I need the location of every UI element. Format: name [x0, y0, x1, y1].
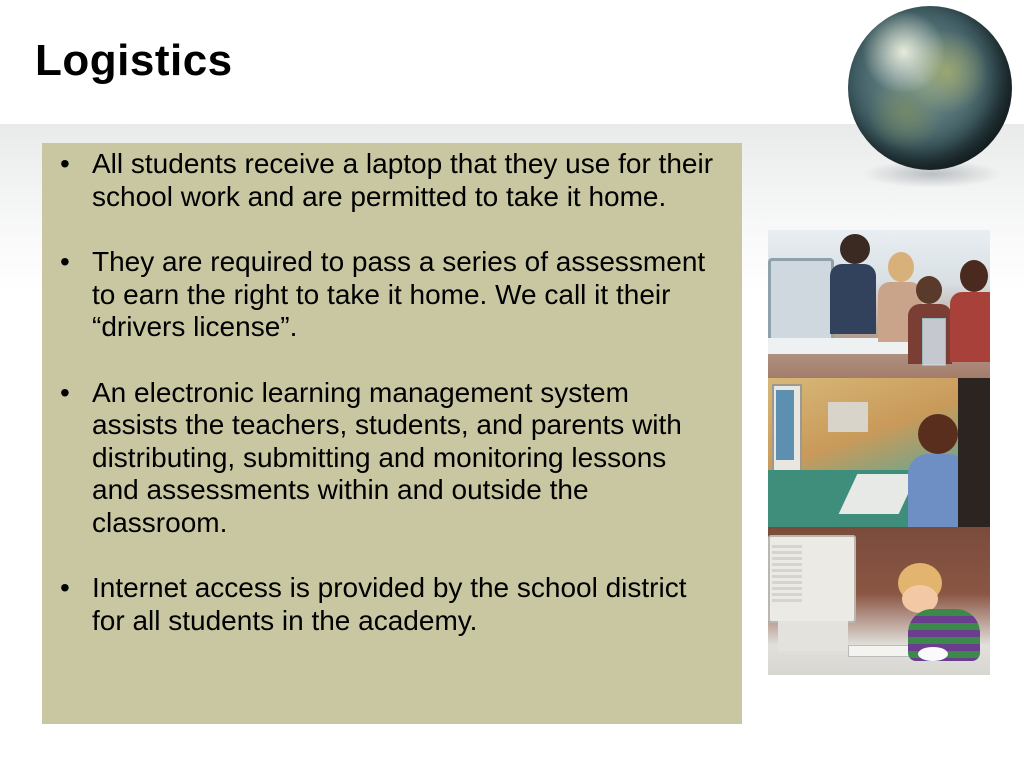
girl-at-computer-desk-photo: [768, 378, 990, 527]
bullet-item: [60, 246, 720, 344]
bullet-item: [60, 377, 720, 540]
globe-icon: [848, 6, 1012, 170]
bullet-text: An electronic learning management system assists the teachers, students, and parents with distributing, submitting and monitoring lessons and assessments within and outside the classroom.: [92, 376, 682, 538]
photo-column: [768, 230, 990, 675]
students-at-computer-photo: [768, 230, 990, 378]
bullet-text: They are required to pass a series of assessment to earn the right to take it home. We call it their “drivers license”.: [92, 246, 706, 342]
toddler-at-computer-photo: [768, 527, 990, 675]
bullet-glyph: •: [60, 572, 70, 603]
bullet-glyph: •: [60, 148, 70, 179]
bullet-item: [60, 572, 720, 637]
bullet-text: Internet access is provided by the school district for all students in the academy.: [92, 572, 687, 636]
bullet-list: [60, 148, 720, 637]
content-panel: [42, 143, 742, 724]
bullet-item: [60, 148, 720, 213]
bullet-glyph: •: [60, 246, 70, 277]
slide-title: Logistics: [35, 36, 233, 85]
bullet-text: All students receive a laptop that they use for their school work and are permitted to take it home.: [92, 148, 714, 212]
bullet-glyph: •: [60, 376, 70, 408]
